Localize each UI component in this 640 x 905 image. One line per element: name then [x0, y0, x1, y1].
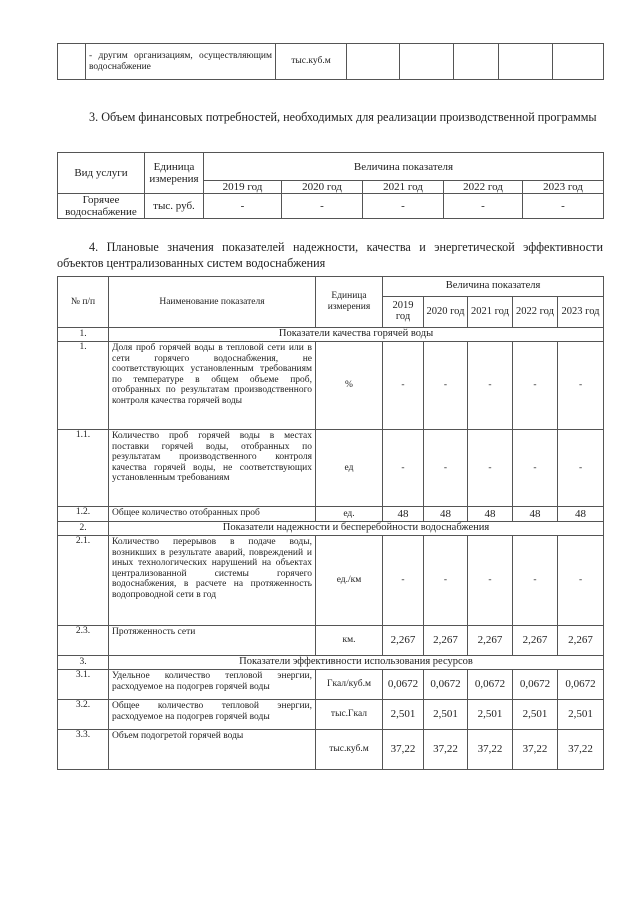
table-row [58, 430, 604, 507]
indicators-table [57, 276, 604, 770]
group-title: Показатели надежности и бесперебойности водоснабжения [109, 522, 604, 536]
header-year: 2023 год [558, 297, 604, 328]
value-cell: 0,0672 [558, 670, 604, 700]
value-cell: 37,22 [383, 730, 424, 770]
value-cell: 0,0672 [513, 670, 558, 700]
value-cell: 2,501 [558, 700, 604, 730]
value-cell [454, 44, 499, 80]
name-cell: Общее количество отобранных проб [109, 507, 316, 522]
value-cell: 37,22 [424, 730, 468, 770]
value-cell: - [468, 342, 513, 430]
value-cell: - [383, 430, 424, 507]
header-unit: Единица измерения [316, 277, 383, 328]
name-cell: Протяженность сети [109, 626, 316, 656]
value-cell: - [363, 194, 444, 219]
unit-cell: ед./км [316, 536, 383, 626]
value-cell: 2,267 [383, 626, 424, 656]
value-cell: - [558, 536, 604, 626]
num-cell: 3.1. [58, 670, 109, 700]
value-cell: 2,501 [513, 700, 558, 730]
value-cell: 0,0672 [383, 670, 424, 700]
group-num: 2. [58, 522, 109, 536]
section-4-heading: 4. Плановые значения показателей надежности, качества и энергетической эффективности объектов централизованных систем водоснабжения [57, 240, 603, 270]
value-cell: 0,0672 [424, 670, 468, 700]
unit-cell: тыс.куб.м [276, 44, 347, 80]
group-header-row [58, 522, 604, 536]
group-title: Показатели качества горячей воды [109, 328, 604, 342]
table-row [58, 507, 604, 522]
value-cell: - [513, 536, 558, 626]
section-3-heading: 3. Объем финансовых потребностей, необходимых для реализации производственной программы [89, 110, 597, 124]
value-cell: 2,267 [513, 626, 558, 656]
header-service: Вид услуги [58, 153, 145, 194]
name-cell: Общее количество тепловой энергии, расходуемое на подогрев горячей воды [109, 700, 316, 730]
value-cell: - [424, 342, 468, 430]
value-cell: 2,267 [424, 626, 468, 656]
value-cell: 2,501 [468, 700, 513, 730]
value-cell: 2,267 [468, 626, 513, 656]
value-cell: - [383, 536, 424, 626]
num-cell: 1.1. [58, 430, 109, 507]
name-cell: Объем подогретой горячей воды [109, 730, 316, 770]
name-cell: Удельное количество тепловой энергии, расходуемое на подогрев горячей воды [109, 670, 316, 700]
value-cell: - [424, 536, 468, 626]
value-cell: 37,22 [468, 730, 513, 770]
name-cell: Доля проб горячей воды в тепловой сети или в сети горячего водоснабжения, не соответствующих установленным требованиям по температуре в общем объеме проб, отобранных по результатам производственного контроля качества горячей воды [109, 342, 316, 430]
header-year: 2019 год [383, 297, 424, 328]
value-cell [499, 44, 553, 80]
name-cell: - другим организациям, осуществляющим водоснабжение [86, 44, 276, 80]
header-year: 2021 год [468, 297, 513, 328]
group-num: 3. [58, 656, 109, 670]
header-value: Величина показателя [383, 277, 604, 297]
header-year: 2020 год [282, 181, 363, 194]
num-cell: 2.1. [58, 536, 109, 626]
unit-cell: Гкал/куб.м [316, 670, 383, 700]
num-cell: 1. [58, 342, 109, 430]
table-row [58, 536, 604, 626]
water-supply-table-fragment [57, 43, 604, 80]
value-cell: 48 [468, 507, 513, 522]
group-header-row [58, 656, 604, 670]
unit-cell: % [316, 342, 383, 430]
value-cell: - [383, 342, 424, 430]
unit-cell: ед. [316, 507, 383, 522]
header-year: 2022 год [513, 297, 558, 328]
value-cell: 48 [424, 507, 468, 522]
table-row [58, 342, 604, 430]
unit-cell: тыс.куб.м [316, 730, 383, 770]
value-cell: - [282, 194, 363, 219]
table-row [58, 194, 604, 219]
unit-cell: км. [316, 626, 383, 656]
value-cell: - [444, 194, 523, 219]
value-cell: 48 [513, 507, 558, 522]
value-cell [553, 44, 604, 80]
header-year: 2023 год [523, 181, 604, 194]
service-cell: Горячее водоснабжение [58, 194, 145, 219]
value-cell: 0,0672 [468, 670, 513, 700]
value-cell: 2,267 [558, 626, 604, 656]
table-row [58, 700, 604, 730]
value-cell: - [513, 342, 558, 430]
num-cell [58, 44, 86, 80]
value-cell [400, 44, 454, 80]
num-cell: 2.3. [58, 626, 109, 656]
value-cell: 37,22 [558, 730, 604, 770]
header-unit: Единица измерения [145, 153, 204, 194]
unit-cell: тыс. руб. [145, 194, 204, 219]
group-header-row [58, 328, 604, 342]
group-num: 1. [58, 328, 109, 342]
value-cell: - [558, 430, 604, 507]
table-row [58, 730, 604, 770]
table-row [58, 626, 604, 656]
value-cell: - [468, 536, 513, 626]
value-cell: - [558, 342, 604, 430]
value-cell: - [523, 194, 604, 219]
header-year: 2021 год [363, 181, 444, 194]
group-title: Показатели эффективности использования ресурсов [109, 656, 604, 670]
value-cell: 48 [383, 507, 424, 522]
num-cell: 3.3. [58, 730, 109, 770]
unit-cell: тыс.Гкал [316, 700, 383, 730]
unit-cell: ед [316, 430, 383, 507]
value-cell: 2,501 [424, 700, 468, 730]
value-cell: - [204, 194, 282, 219]
value-cell: - [468, 430, 513, 507]
financial-needs-table [57, 152, 604, 219]
num-cell: 3.2. [58, 700, 109, 730]
header-num: № п/п [58, 277, 109, 328]
table-row [58, 670, 604, 700]
value-cell: 48 [558, 507, 604, 522]
header-value: Величина показателя [204, 153, 604, 181]
value-cell: - [513, 430, 558, 507]
name-cell: Количество проб горячей воды в местах поставки горячей воды, отобранных по результатам производственного контроля качества горячей воды, не соответствующих установленным требованиям [109, 430, 316, 507]
value-cell [347, 44, 400, 80]
header-year: 2019 год [204, 181, 282, 194]
value-cell: 37,22 [513, 730, 558, 770]
header-name: Наименование показателя [109, 277, 316, 328]
value-cell: 2,501 [383, 700, 424, 730]
header-year: 2022 год [444, 181, 523, 194]
num-cell: 1.2. [58, 507, 109, 522]
header-year: 2020 год [424, 297, 468, 328]
indicators-body [58, 328, 604, 770]
value-cell: - [424, 430, 468, 507]
name-cell: Количество перерывов в подаче воды, возникших в результате аварий, повреждений и иных технологических нарушений на объектах централизованной системы горячего водоснабжения, в расчете на протяженность водопроводной сети в год [109, 536, 316, 626]
table-row [58, 44, 604, 80]
